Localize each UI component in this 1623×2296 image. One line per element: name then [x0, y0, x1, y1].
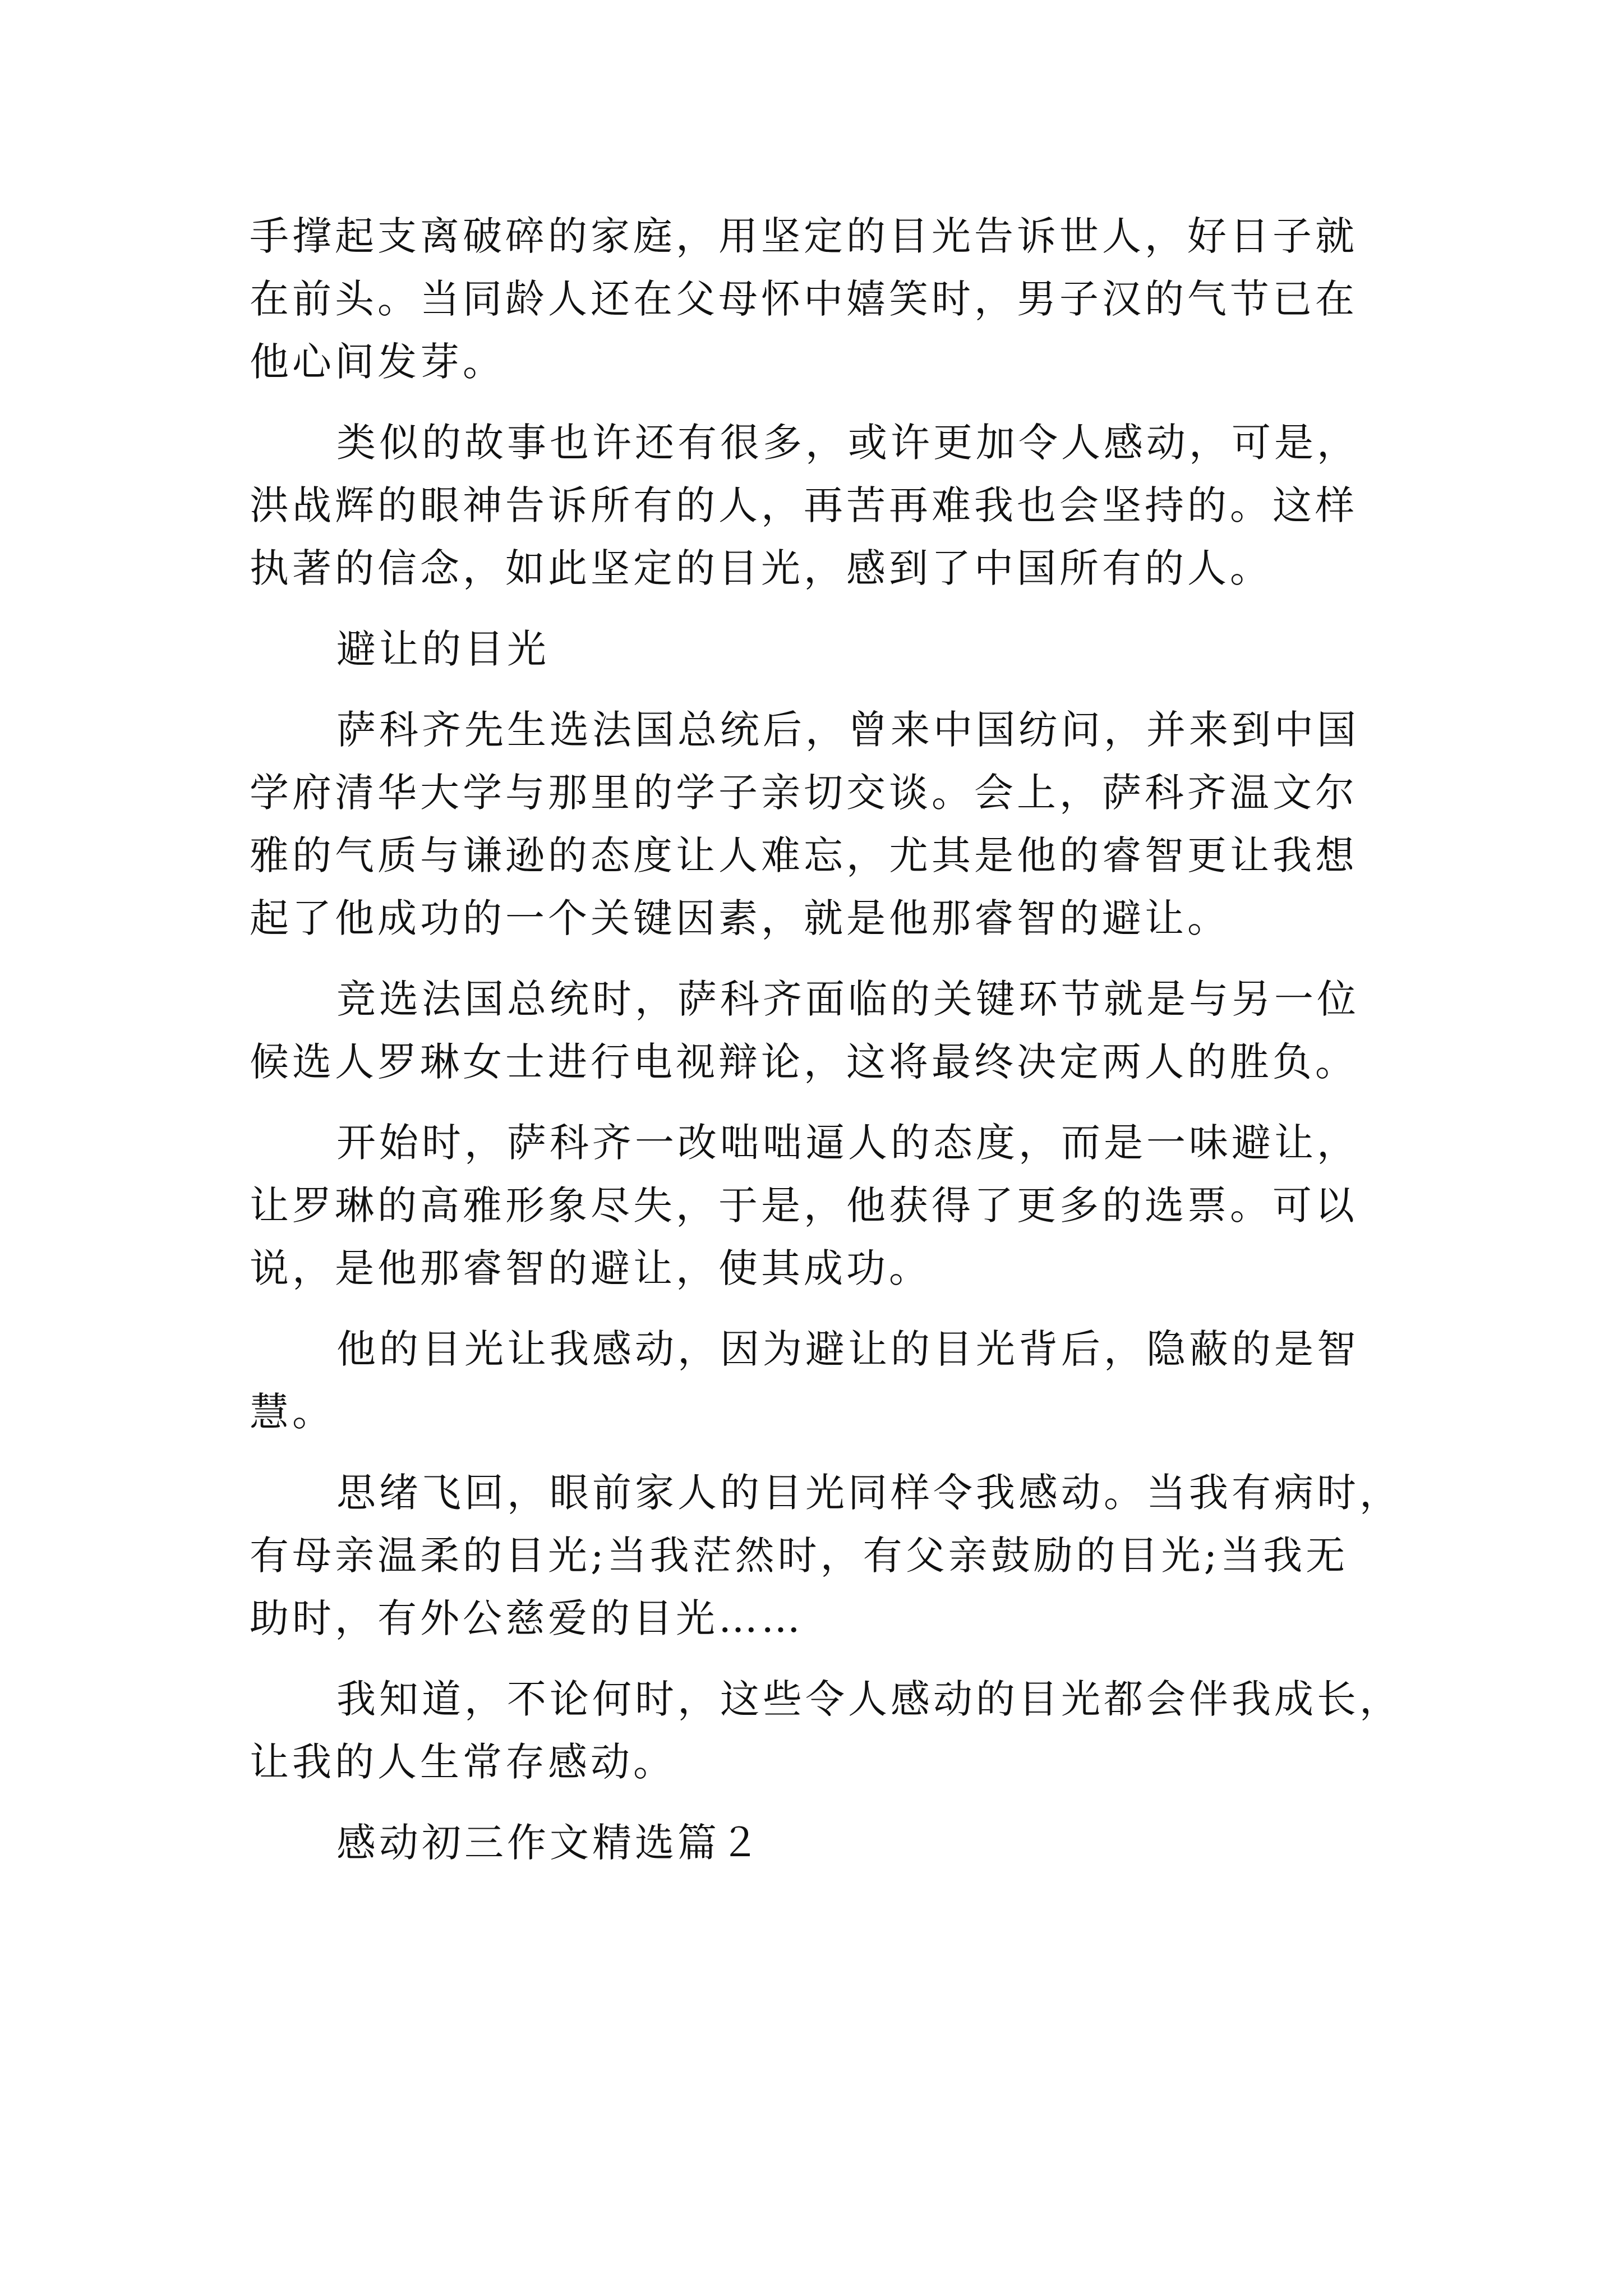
text-line: 萨科齐先生选法国总统后，曾来中国纺问，并来到中国 — [336, 707, 1359, 753]
heading-line: 避让的目光 — [336, 626, 550, 672]
text-line: 雅的气质与谦逊的态度让人难忘，尤其是他的睿智更让我想 — [250, 832, 1358, 878]
section-heading — [250, 1811, 1382, 1874]
paragraph — [250, 1318, 1382, 1443]
paragraph-continuation — [250, 205, 1382, 393]
paragraph — [250, 968, 1382, 1093]
text-line: 他心间发芽。 — [250, 339, 505, 385]
text-line: 洪战辉的眼神告诉所有的人，再苦再难我也会坚持的。这样 — [250, 482, 1358, 528]
paragraph — [250, 1668, 1402, 1793]
text-line: 竞选法国总统时，萨科齐面临的关键环节就是与另一位 — [336, 976, 1359, 1022]
paragraph — [250, 1461, 1402, 1650]
text-line: 助时，有外公慈爱的目光…… — [250, 1595, 804, 1641]
paragraph — [250, 1111, 1382, 1300]
text-line: 他的目光让我感动，因为避让的目光背后，隐蔽的是智 — [336, 1326, 1359, 1372]
heading-line: 感动初三作文精选篇２ — [336, 1820, 763, 1866]
text-line: 起了他成功的一个关键因素，就是他那睿智的避让。 — [250, 895, 1230, 941]
text-line: 开始时，萨科齐一改咄咄逼人的态度，而是一味避让， — [336, 1120, 1359, 1166]
text-line: 在前头。当同龄人还在父母怀中嬉笑时，男子汉的气节已在 — [250, 276, 1358, 322]
paragraph — [250, 411, 1382, 600]
text-line: 有母亲温柔的目光;当我茫然时，有父亲鼓励的目光;当我无 — [250, 1533, 1349, 1579]
text-line: 思绪飞回，眼前家人的目光同样令我感动。当我有病时， — [336, 1470, 1402, 1516]
text-line: 学府清华大学与那里的学子亲切交谈。会上，萨科齐温文尔 — [250, 770, 1358, 816]
paragraph — [250, 698, 1382, 950]
text-line: 让我的人生常存感动。 — [250, 1739, 676, 1785]
text-line: 说，是他那睿智的避让，使其成功。 — [250, 1245, 932, 1291]
text-line: 候选人罗琳女士进行电视辩论，这将最终决定两人的胜负。 — [250, 1039, 1358, 1085]
text-line: 慧。 — [250, 1389, 335, 1435]
text-line: 执著的信念，如此坚定的目光，感到了中国所有的人。 — [250, 545, 1272, 591]
text-line: 让罗琳的高雅形象尽失，于是，他获得了更多的选票。可以 — [250, 1182, 1358, 1228]
text-line: 手撑起支离破碎的家庭，用坚定的目光告诉世人，好日子就 — [250, 213, 1358, 259]
section-heading — [250, 618, 1382, 680]
text-line: 类似的故事也许还有很多，或许更加令人感动，可是， — [336, 420, 1359, 466]
document-body — [250, 205, 1402, 1874]
text-line: 我知道，不论何时，这些令人感动的目光都会伴我成长， — [336, 1676, 1402, 1722]
